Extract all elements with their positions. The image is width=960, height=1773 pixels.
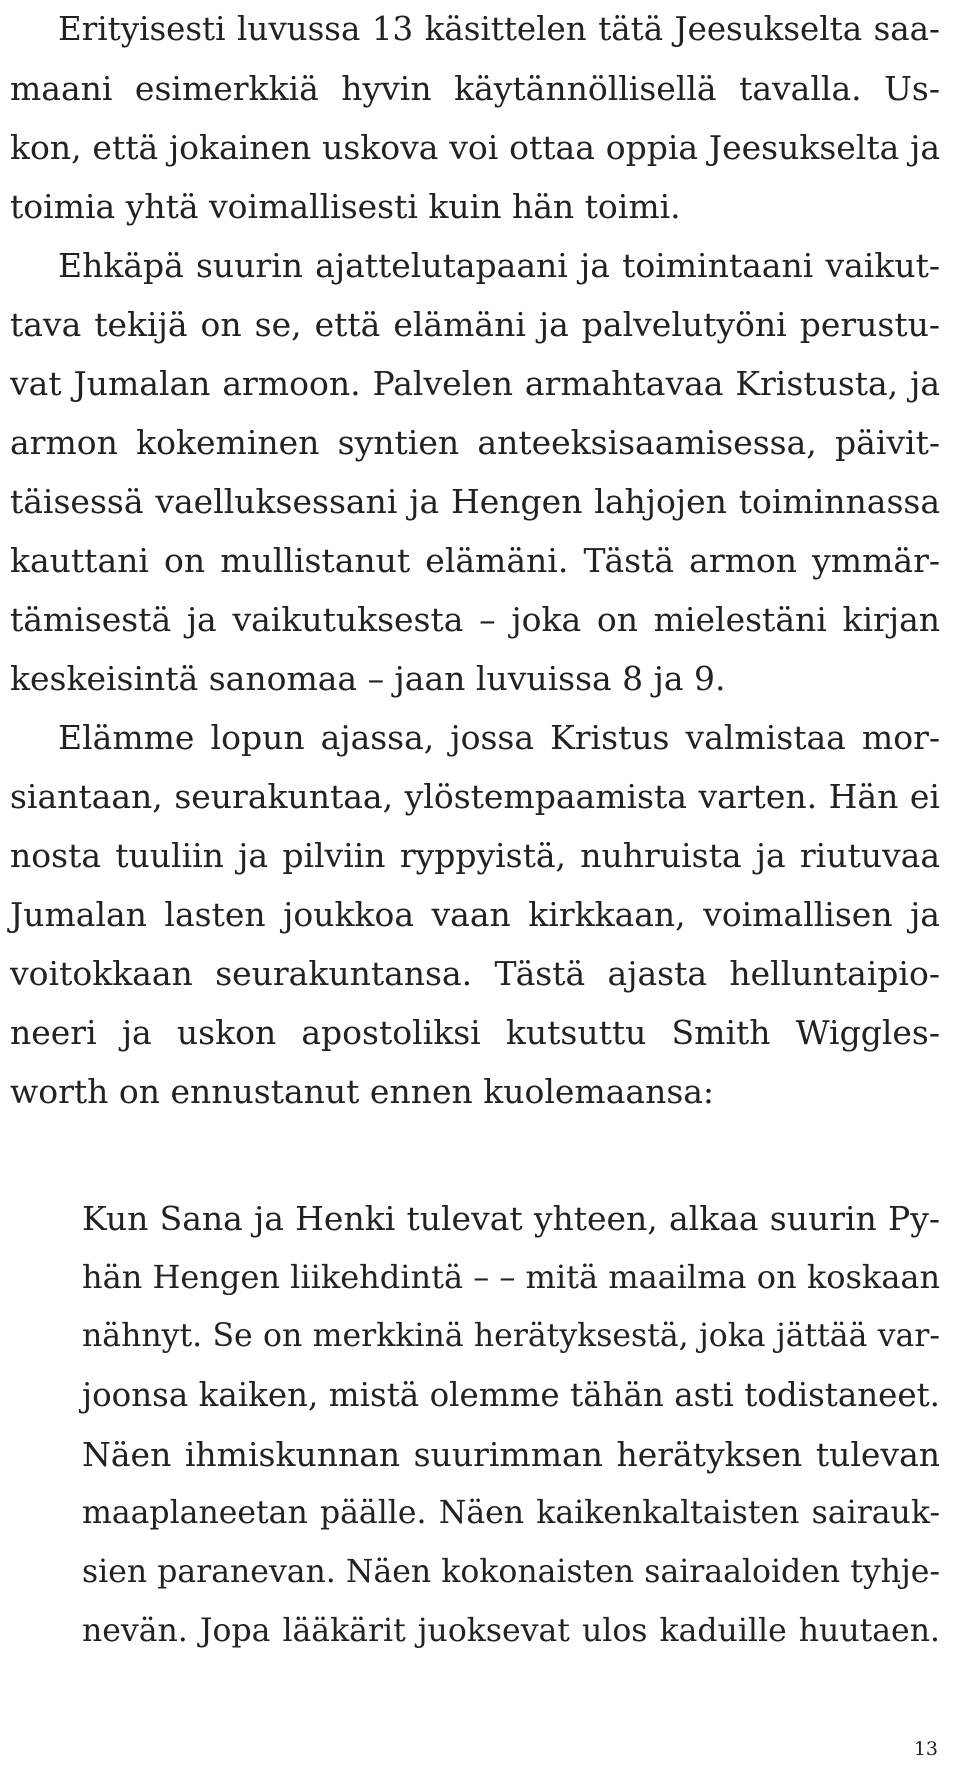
paragraph-2-line-8: keskeisintä sanomaa – jaan luvuissa 8 ja 9. (10, 659, 726, 698)
paragraph-3-line-4: Jumalan lasten joukkoa vaan kirkkaan, voimallisen ja (10, 895, 940, 934)
quote-line-6: maaplaneetan päälle. Näen kaikenkaltaisten sairauk- (82, 1495, 940, 1531)
paragraph-3-line-3: nosta tuuliin ja pilviin ryppyistä, nuhruista ja riutuvaa (10, 836, 940, 875)
paragraph-3-line-6: neeri ja uskon apostoliksi kutsuttu Smith Wiggles- (10, 1013, 940, 1052)
paragraph-1-line-4: toimia yhtä voimallisesti kuin hän toimi. (10, 187, 681, 226)
paragraph-3-line-1: Elämme lopun ajassa, jossa Kristus valmistaa mor- (58, 718, 940, 757)
paragraph-2-line-6: kauttani on mullistanut elämäni. Tästä armon ymmär- (10, 541, 940, 580)
quote-line-1: Kun Sana ja Henki tulevat yhteen, alkaa suurin Py- (82, 1199, 940, 1238)
paragraph-1-line-1: Erityisesti luvussa 13 käsittelen tätä Jeesukselta saa- (58, 10, 940, 48)
quote-line-4: joonsa kaiken, mistä olemme tähän asti todistaneet. (82, 1376, 940, 1414)
paragraph-3-line-7: worth on ennustanut ennen kuolemaansa: (10, 1072, 715, 1111)
quote-line-2: hän Hengen liikehdintä – – mitä maailma on koskaan (82, 1258, 941, 1296)
paragraph-1-line-2: maani esimerkkiä hyvin käytännöllisellä tavalla. Us- (10, 69, 940, 108)
paragraph-2-line-5: täisessä vaelluksessani ja Hengen lahjojen toiminnassa (10, 482, 940, 521)
quote-line-8: nevän. Jopa lääkärit juoksevat ulos kaduille huutaen. (82, 1613, 940, 1649)
paragraph-3-line-5: voitokkaan seurakuntansa. Tästä ajasta helluntaipio- (10, 954, 940, 993)
paragraph-3-line-2: siantaan, seurakuntaa, ylöstempaamista varten. Hän ei (10, 777, 940, 816)
paragraph-2-line-4: armon kokeminen syntien anteeksisaamisessa, päivit- (10, 423, 940, 462)
quote-line-5: Näen ihmiskunnan suurimman herätyksen tulevan (82, 1435, 940, 1474)
paragraph-2-line-7: tämisestä ja vaikutuksesta – joka on mielestäni kirjan (10, 600, 940, 639)
paragraph-2-line-1: Ehkäpä suurin ajattelutapaani ja toimintaani vaikut- (58, 246, 940, 285)
paragraph-1-line-3: kon, että jokainen uskova voi ottaa oppia Jeesukselta ja (10, 128, 940, 167)
paragraph-2-line-2: tava tekijä on se, että elämäni ja palvelutyöni perustu- (10, 305, 940, 344)
page-number: 13 (913, 1738, 938, 1760)
quote-line-3: nähnyt. Se on merkkinä herätyksestä, joka jättää var- (82, 1318, 940, 1354)
quote-line-7: sien paranevan. Näen kokonaisten sairaaloiden tyhje- (82, 1554, 940, 1590)
paragraph-2-line-3: vat Jumalan armoon. Palvelen armahtavaa Kristusta, ja (10, 364, 940, 403)
